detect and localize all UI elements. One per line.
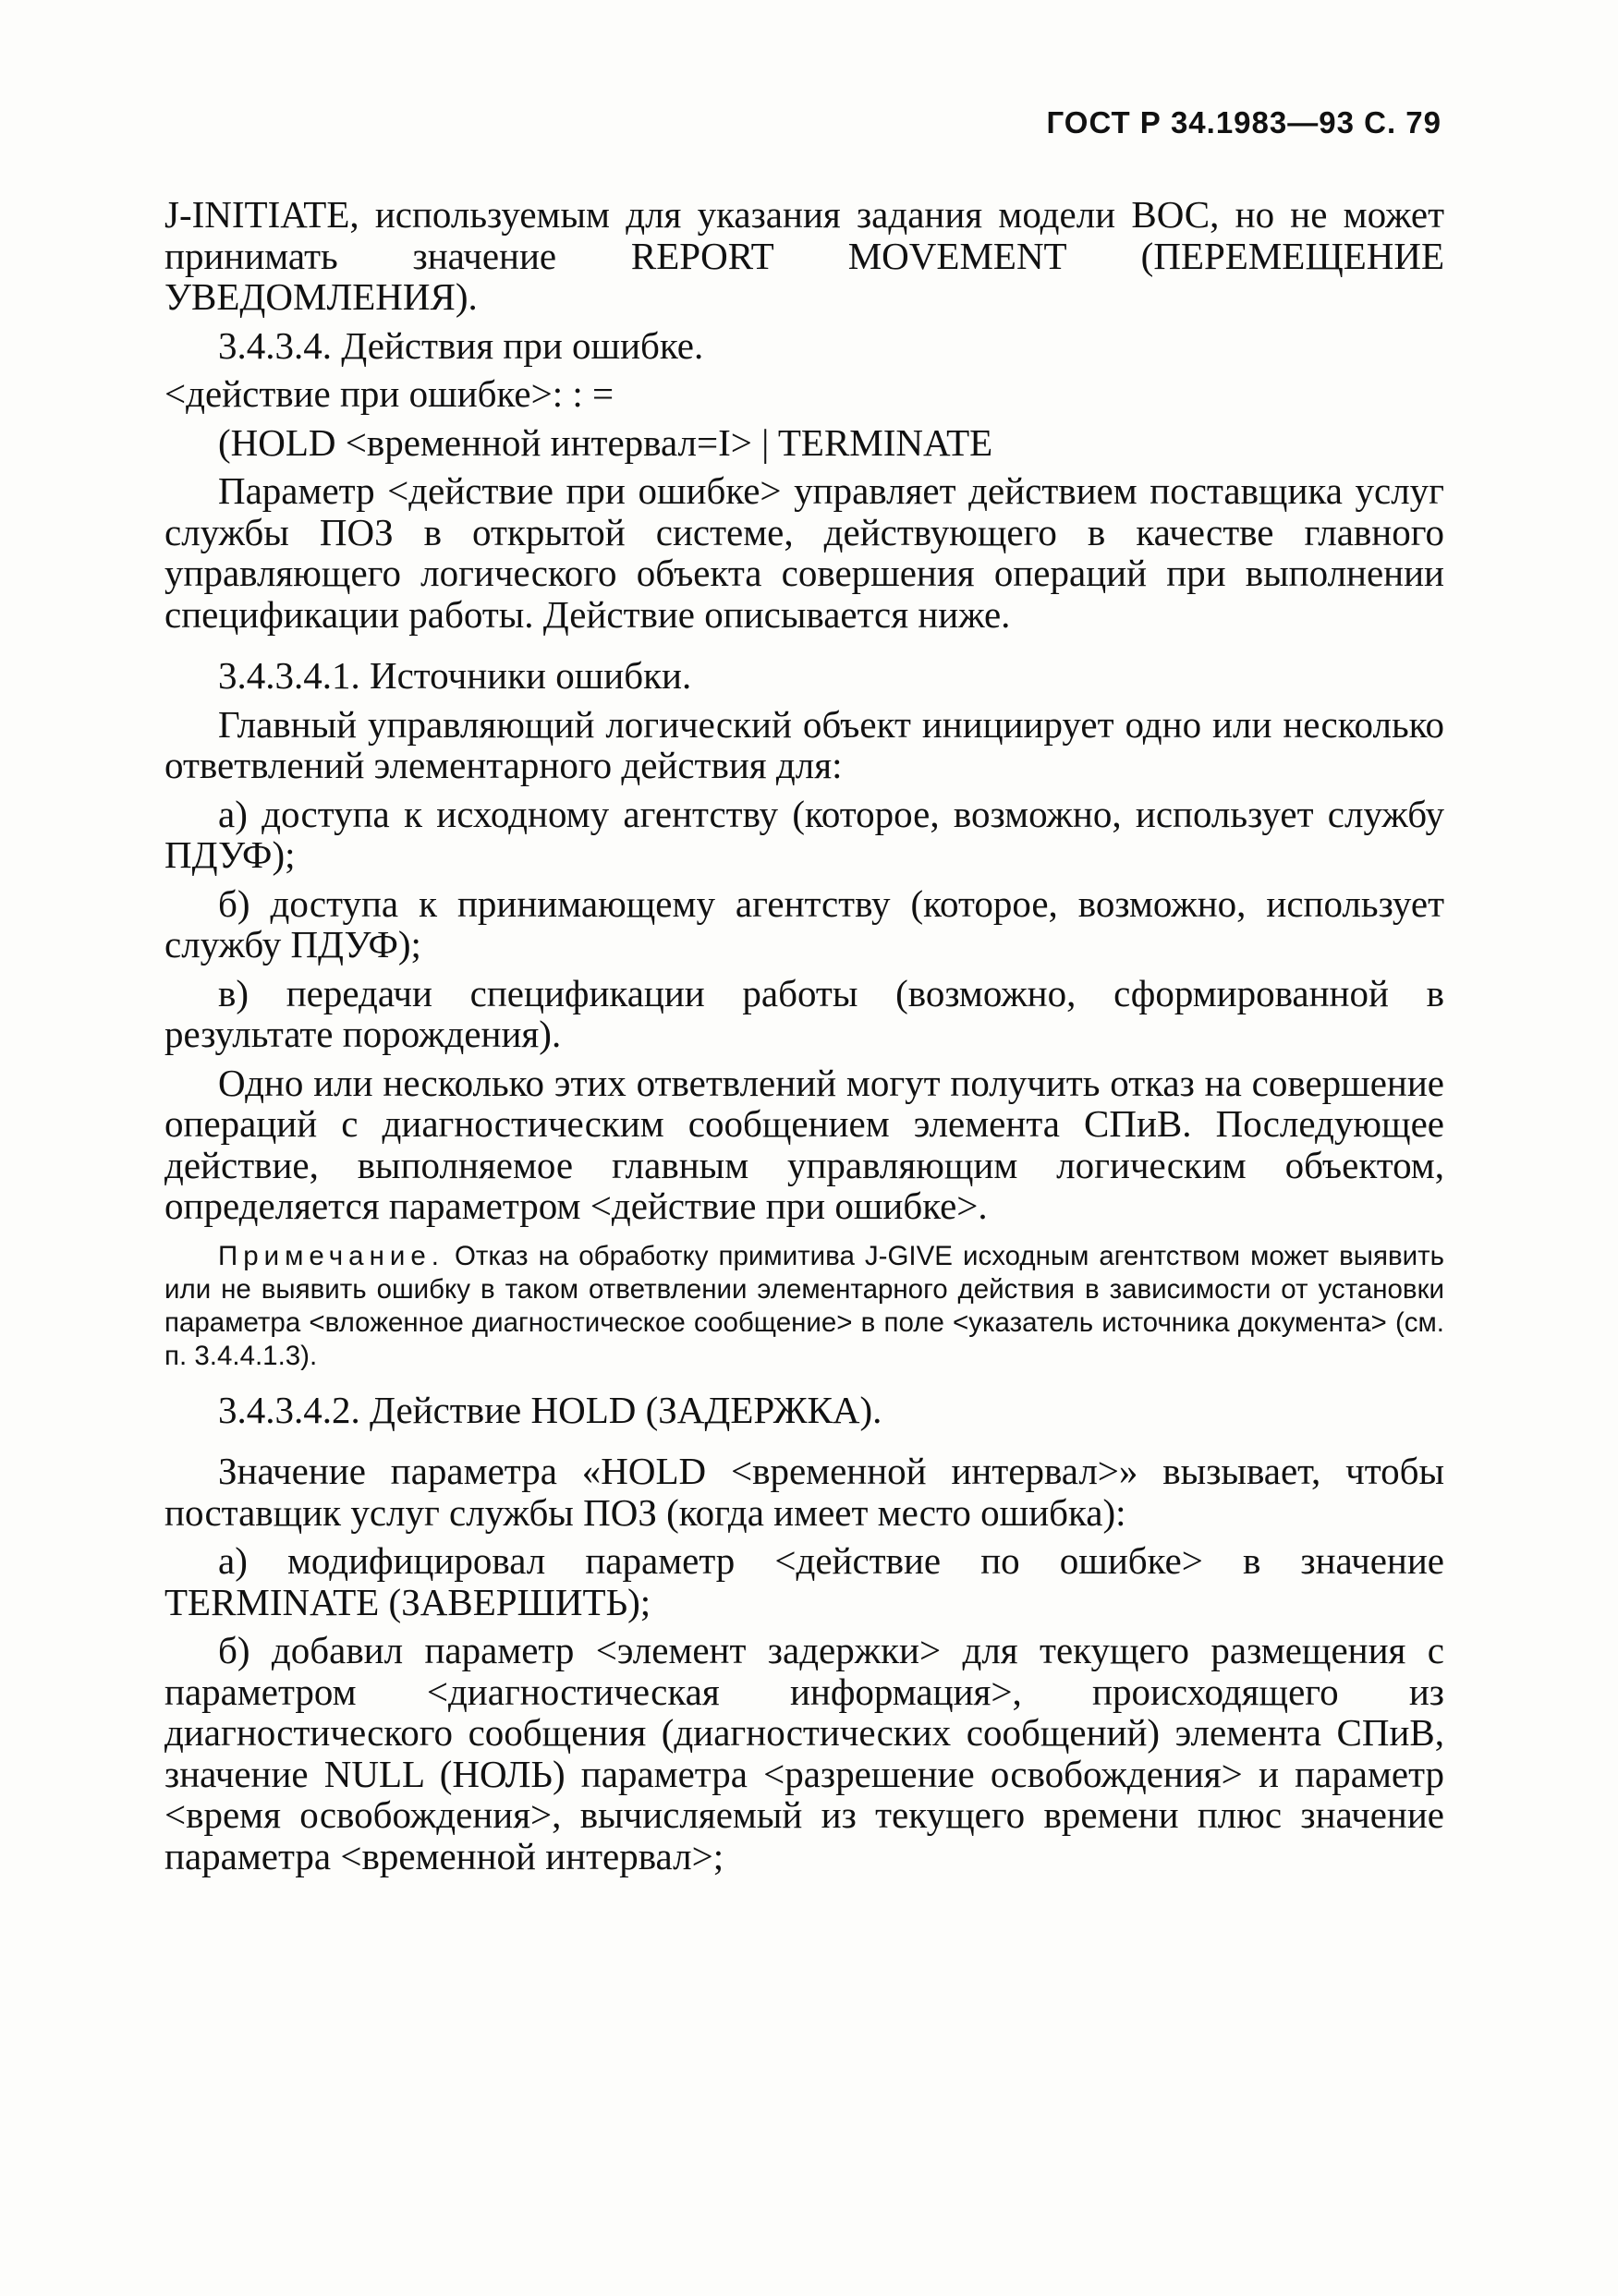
page-header: ГОСТ Р 34.1983—93 С. 79 bbox=[1046, 105, 1442, 140]
formula-line-1: <действие при ошибке>: : = bbox=[164, 372, 614, 415]
list-item-c: в) передачи спецификации работы (возможно, сформированной в результате порождения). bbox=[164, 971, 1444, 1055]
formula-line-2: (HOLD <временной интервал=I> | TERMINATE bbox=[218, 420, 993, 464]
section-heading-3-4-3-4: 3.4.3.4. Действия при ошибке. bbox=[218, 323, 704, 367]
list-item-b: б) доступа к принимающему агентству (которое, возможно, использует службу ПДУФ); bbox=[164, 881, 1444, 966]
section-heading-3-4-3-4-1: 3.4.3.4.1. Источники ошибки. bbox=[218, 654, 692, 697]
document-body bbox=[164, 194, 1444, 1884]
list2-item-b: б) добавил параметр <элемент задержки> для текущего размещения с параметром <диагностическая информация>, происходящего из диагностического сообщения (диагностических сообщений) элемента СПиВ, значение NULL (НОЛЬ) параметра <разрешение освобождения> и параметр <время освобождения>, вычисляемый из текущего времени плюс значение параметра <временной интервал>; bbox=[164, 1629, 1444, 1877]
note bbox=[164, 1240, 1444, 1373]
note-label: Примечание. bbox=[218, 1240, 444, 1271]
paragraph-branches: Одно или несколько этих ответвлений могут получить отказ на совершение операций с диагностическим сообщением элемента СПиВ. Последующее действие, выполняемое главным управляющим логическим объектом, определяется параметром <действие при ошибке>. bbox=[164, 1061, 1444, 1227]
paragraph-error-action: Параметр <действие при ошибке> управляет действием поставщика услуг службы ПОЗ в открытой системе, действующего в качестве главного управляющего логического объекта совершения операций при выполнении спецификации работы. Действие описывается ниже. bbox=[164, 469, 1444, 636]
paragraph-continuation: J-INITIATE, используемым для указания задания модели ВОС, но не может принимать значение REPORT MOVEMENT (ПЕРЕМЕЩЕНИЕ УВЕДОМЛЕНИЯ). bbox=[164, 193, 1444, 318]
list2-item-a: а) модифицировал параметр <действие по ошибке> в значение TERMINATE (ЗАВЕРШИТЬ); bbox=[164, 1539, 1444, 1623]
paragraph-error-sources: Главный управляющий логический объект инициирует одно или несколько ответвлений элементарного действия для: bbox=[164, 702, 1444, 786]
section-heading-3-4-3-4-2: 3.4.3.4.2. Действие HOLD (ЗАДЕРЖКА). bbox=[218, 1388, 882, 1431]
note-text: Отказ на обработку примитива J-GIVE исходным агентством может выявить или не выявить ошибку в таком ответвлении элементарного действия в зависимости от установки параметра <вложенное диагностическое сообщение> в поле <указатель источника документа> (см. п. 3.4.4.1.3). bbox=[164, 1240, 1444, 1371]
paragraph-hold-value: Значение параметра «HOLD <временной интервал>» вызывает, чтобы поставщик услуг службы ПОЗ (когда имеет место ошибка): bbox=[164, 1450, 1444, 1534]
list-item-a: а) доступа к исходному агентству (которое, возможно, использует службу ПДУФ); bbox=[164, 792, 1444, 876]
